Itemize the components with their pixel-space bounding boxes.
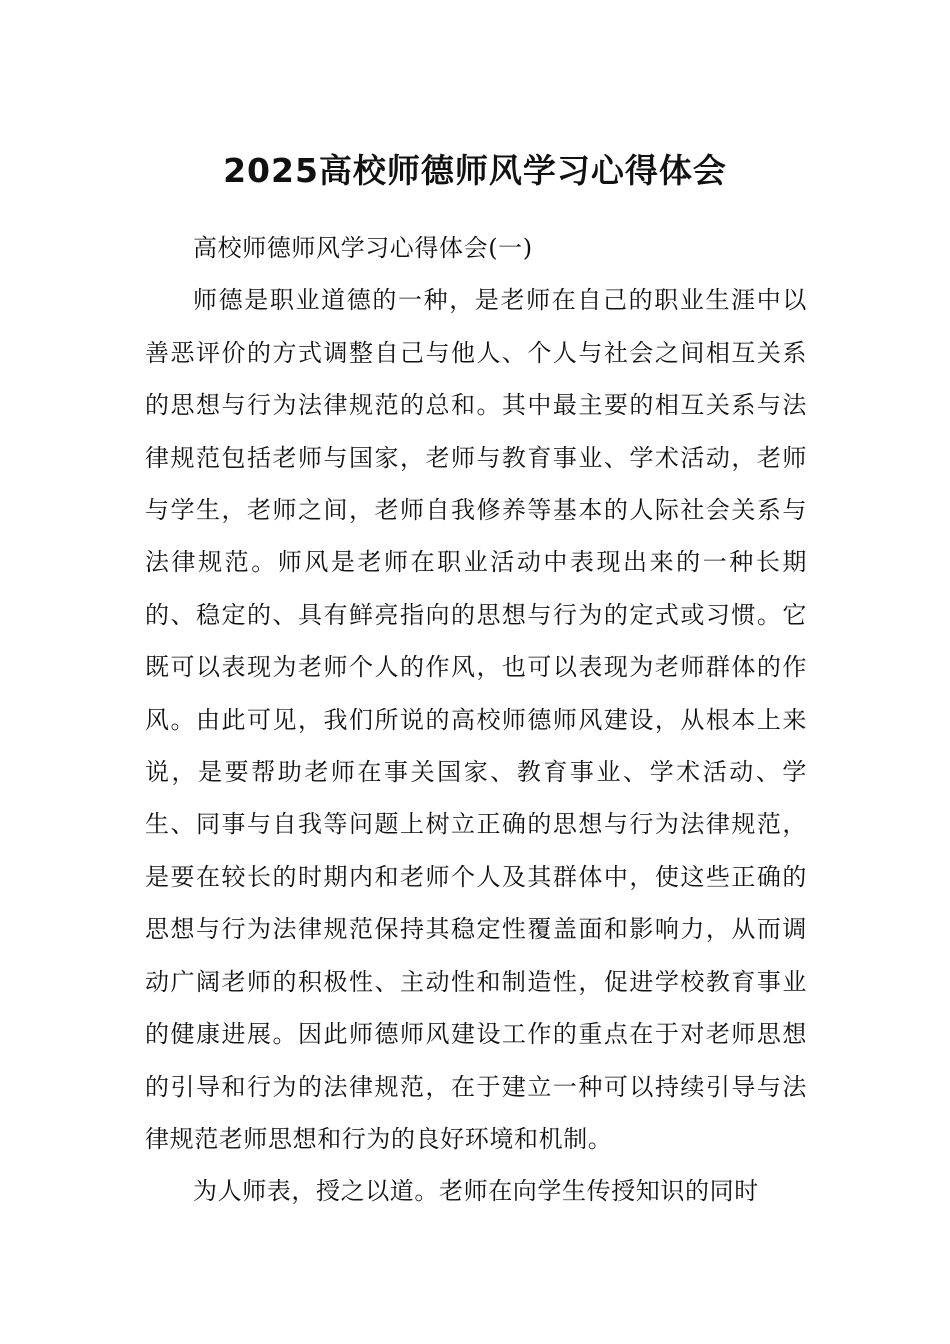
document-body	[145, 222, 807, 1218]
paragraph-1: 师德是职业道德的一种，是老师在自己的职业生涯中以善恶评价的方式调整自己与他人、个人与社会之间相互关系的思想与行为法律规范的总和。其中最主要的相互关系与法律规范包括老师与国家，老师与教育事业、学术活动，老师与学生，老师之间，老师自我修养等基本的人际社会关系与法律规范。师风是老师在职业活动中表现出来的一种长期的、稳定的、具有鲜亮指向的思想与行为的定式或习惯。它既可以表现为老师个人的作风，也可以表现为老师群体的作风。由此可见，我们所说的高校师德师风建设，从根本上来说，是要帮助老师在事关国家、教育事业、学术活动、学生、同事与自我等问题上树立正确的思想与行为法律规范，是要在较长的时期内和老师个人及其群体中，使这些正确的思想与行为法律规范保持其稳定性覆盖面和影响力，从而调动广阔老师的积极性、主动性和制造性，促进学校教育事业的健康进展。因此师德师风建设工作的重点在于对老师思想的引导和行为的法律规范，在于建立一种可以持续引导与法律规范老师思想和行为的良好环境和机制。	[145, 286, 807, 1153]
section-heading: 高校师德师风学习心得体会(一)	[193, 234, 533, 262]
paragraph-2: 为人师表，授之以道。老师在向学生传授知识的同时	[193, 1177, 759, 1206]
document-title: 2025高校师德师风学习心得体会	[223, 151, 727, 191]
